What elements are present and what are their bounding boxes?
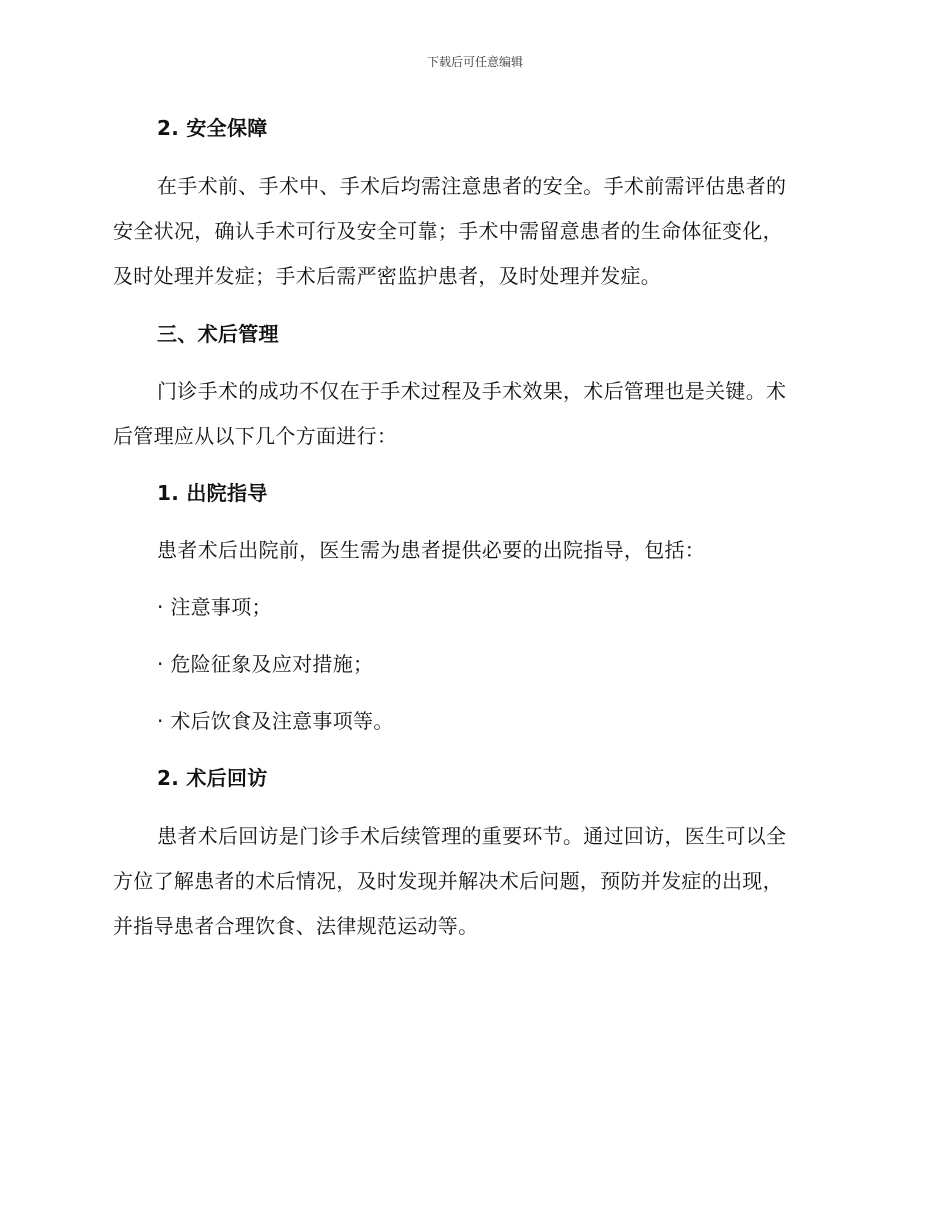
section-heading-postop-management: 三、术后管理 <box>157 322 279 346</box>
paragraph-line: 及时处理并发症；手术后需严密监护患者，及时处理并发症。 <box>113 264 662 288</box>
bullet-item: · 危险征象及应对措施； <box>157 652 374 676</box>
bullet-item: · 注意事项； <box>157 595 272 619</box>
section-heading-discharge-guidance: 1. 出院指导 <box>157 481 268 505</box>
paragraph-line: 门诊手术的成功不仅在于手术过程及手术效果，术后管理也是关键。术 <box>157 379 787 403</box>
bullet-item: · 术后饮食及注意事项等。 <box>157 709 394 733</box>
section-heading-followup: 2. 术后回访 <box>157 766 268 790</box>
paragraph-line: 安全状况，确认手术可行及安全可靠；手术中需留意患者的生命体征变化， <box>113 219 783 243</box>
section-heading-safety: 2. 安全保障 <box>157 116 268 140</box>
page-header: 下载后可任意编辑 <box>426 55 523 69</box>
paragraph-safety <box>113 164 833 299</box>
paragraph-line: 在手术前、手术中、手术后均需注意患者的安全。手术前需评估患者的 <box>157 174 787 198</box>
paragraph-followup <box>113 814 833 949</box>
paragraph-line: 方位了解患者的术后情况，及时发现并解决术后问题，预防并发症的出现， <box>113 869 783 893</box>
paragraph-postop-management <box>113 369 833 459</box>
paragraph-discharge-intro: 患者术后出院前，医生需为患者提供必要的出院指导，包括： <box>157 538 706 562</box>
paragraph-line: 并指导患者合理饮食、法律规范运动等。 <box>113 914 479 938</box>
paragraph-line: 患者术后回访是门诊手术后续管理的重要环节。通过回访，医生可以全 <box>157 824 787 848</box>
paragraph-line: 后管理应从以下几个方面进行： <box>113 424 398 448</box>
